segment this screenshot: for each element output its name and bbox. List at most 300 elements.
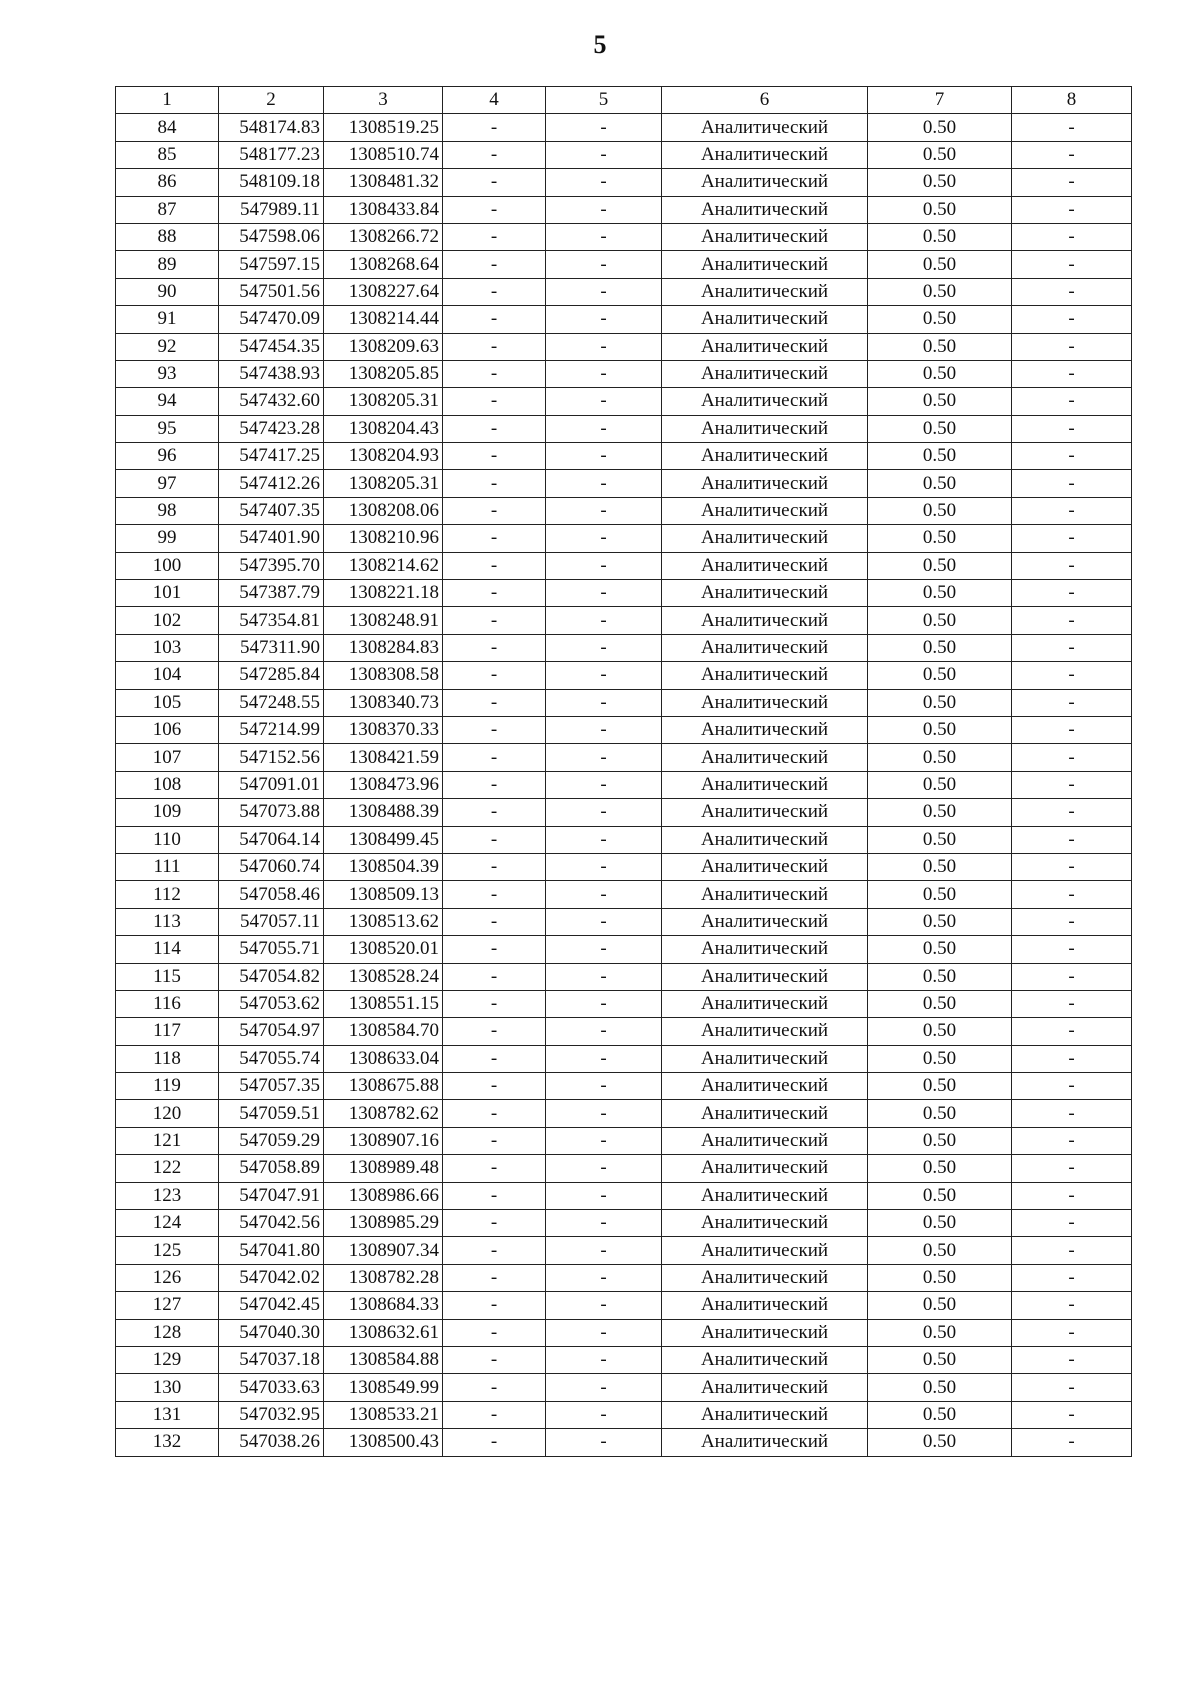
column-5-cell: - bbox=[546, 1210, 662, 1237]
column-8-cell: - bbox=[1012, 908, 1132, 935]
table-row bbox=[116, 744, 1132, 771]
table-row bbox=[116, 1155, 1132, 1182]
accuracy-cell: 0.50 bbox=[868, 936, 1012, 963]
column-5-cell: - bbox=[546, 853, 662, 880]
column-8-cell: - bbox=[1012, 388, 1132, 415]
column-8-cell: - bbox=[1012, 278, 1132, 305]
column-4-cell: - bbox=[443, 963, 546, 990]
column-4-cell: - bbox=[443, 525, 546, 552]
method-cell: Аналитический bbox=[662, 689, 868, 716]
column-4-cell: - bbox=[443, 1018, 546, 1045]
x-coordinate-cell: 547038.26 bbox=[219, 1429, 324, 1456]
table-row bbox=[116, 251, 1132, 278]
column-5-cell: - bbox=[546, 607, 662, 634]
method-cell: Аналитический bbox=[662, 1182, 868, 1209]
x-coordinate-cell: 547037.18 bbox=[219, 1346, 324, 1373]
table-row bbox=[116, 1045, 1132, 1072]
column-5-cell: - bbox=[546, 662, 662, 689]
column-8-cell: - bbox=[1012, 497, 1132, 524]
column-4-cell: - bbox=[443, 278, 546, 305]
column-4-cell: - bbox=[443, 1292, 546, 1319]
method-cell: Аналитический bbox=[662, 1127, 868, 1154]
column-header-4: 4 bbox=[443, 87, 546, 114]
accuracy-cell: 0.50 bbox=[868, 415, 1012, 442]
column-8-cell: - bbox=[1012, 306, 1132, 333]
y-coordinate-cell: 1308782.28 bbox=[324, 1264, 443, 1291]
method-cell: Аналитический bbox=[662, 881, 868, 908]
y-coordinate-cell: 1308214.62 bbox=[324, 552, 443, 579]
column-8-cell: - bbox=[1012, 799, 1132, 826]
point-number-cell: 127 bbox=[116, 1292, 219, 1319]
y-coordinate-cell: 1308214.44 bbox=[324, 306, 443, 333]
x-coordinate-cell: 547032.95 bbox=[219, 1401, 324, 1428]
column-5-cell: - bbox=[546, 141, 662, 168]
column-4-cell: - bbox=[443, 196, 546, 223]
column-4-cell: - bbox=[443, 716, 546, 743]
column-4-cell: - bbox=[443, 443, 546, 470]
column-4-cell: - bbox=[443, 1182, 546, 1209]
x-coordinate-cell: 547501.56 bbox=[219, 278, 324, 305]
column-8-cell: - bbox=[1012, 1237, 1132, 1264]
table-row bbox=[116, 716, 1132, 743]
column-8-cell: - bbox=[1012, 1018, 1132, 1045]
column-4-cell: - bbox=[443, 1237, 546, 1264]
column-8-cell: - bbox=[1012, 251, 1132, 278]
column-8-cell: - bbox=[1012, 196, 1132, 223]
column-4-cell: - bbox=[443, 634, 546, 661]
column-8-cell: - bbox=[1012, 1210, 1132, 1237]
table-row bbox=[116, 1182, 1132, 1209]
column-5-cell: - bbox=[546, 1045, 662, 1072]
column-8-cell: - bbox=[1012, 169, 1132, 196]
method-cell: Аналитический bbox=[662, 936, 868, 963]
column-5-cell: - bbox=[546, 990, 662, 1017]
point-number-cell: 132 bbox=[116, 1429, 219, 1456]
column-5-cell: - bbox=[546, 1100, 662, 1127]
column-4-cell: - bbox=[443, 251, 546, 278]
column-5-cell: - bbox=[546, 169, 662, 196]
method-cell: Аналитический bbox=[662, 388, 868, 415]
table-row bbox=[116, 936, 1132, 963]
point-number-cell: 130 bbox=[116, 1374, 219, 1401]
point-number-cell: 106 bbox=[116, 716, 219, 743]
table-row bbox=[116, 1264, 1132, 1291]
coordinates-table bbox=[115, 86, 1132, 1457]
y-coordinate-cell: 1308549.99 bbox=[324, 1374, 443, 1401]
column-5-cell: - bbox=[546, 552, 662, 579]
y-coordinate-cell: 1308284.83 bbox=[324, 634, 443, 661]
column-8-cell: - bbox=[1012, 662, 1132, 689]
column-5-cell: - bbox=[546, 580, 662, 607]
column-4-cell: - bbox=[443, 799, 546, 826]
point-number-cell: 122 bbox=[116, 1155, 219, 1182]
column-5-cell: - bbox=[546, 360, 662, 387]
method-cell: Аналитический bbox=[662, 1210, 868, 1237]
accuracy-cell: 0.50 bbox=[868, 990, 1012, 1017]
accuracy-cell: 0.50 bbox=[868, 1429, 1012, 1456]
point-number-cell: 97 bbox=[116, 470, 219, 497]
accuracy-cell: 0.50 bbox=[868, 169, 1012, 196]
accuracy-cell: 0.50 bbox=[868, 853, 1012, 880]
column-4-cell: - bbox=[443, 771, 546, 798]
column-4-cell: - bbox=[443, 306, 546, 333]
column-4-cell: - bbox=[443, 388, 546, 415]
column-4-cell: - bbox=[443, 1100, 546, 1127]
method-cell: Аналитический bbox=[662, 415, 868, 442]
method-cell: Аналитический bbox=[662, 443, 868, 470]
x-coordinate-cell: 547058.46 bbox=[219, 881, 324, 908]
x-coordinate-cell: 547454.35 bbox=[219, 333, 324, 360]
x-coordinate-cell: 547470.09 bbox=[219, 306, 324, 333]
y-coordinate-cell: 1308204.93 bbox=[324, 443, 443, 470]
column-5-cell: - bbox=[546, 1264, 662, 1291]
accuracy-cell: 0.50 bbox=[868, 662, 1012, 689]
y-coordinate-cell: 1308221.18 bbox=[324, 580, 443, 607]
x-coordinate-cell: 547064.14 bbox=[219, 826, 324, 853]
point-number-cell: 123 bbox=[116, 1182, 219, 1209]
method-cell: Аналитический bbox=[662, 1237, 868, 1264]
y-coordinate-cell: 1308248.91 bbox=[324, 607, 443, 634]
point-number-cell: 124 bbox=[116, 1210, 219, 1237]
point-number-cell: 113 bbox=[116, 908, 219, 935]
y-coordinate-cell: 1308509.13 bbox=[324, 881, 443, 908]
column-5-cell: - bbox=[546, 1319, 662, 1346]
y-coordinate-cell: 1308473.96 bbox=[324, 771, 443, 798]
accuracy-cell: 0.50 bbox=[868, 306, 1012, 333]
method-cell: Аналитический bbox=[662, 1374, 868, 1401]
x-coordinate-cell: 547042.45 bbox=[219, 1292, 324, 1319]
column-4-cell: - bbox=[443, 141, 546, 168]
accuracy-cell: 0.50 bbox=[868, 1182, 1012, 1209]
column-8-cell: - bbox=[1012, 963, 1132, 990]
column-5-cell: - bbox=[546, 497, 662, 524]
point-number-cell: 94 bbox=[116, 388, 219, 415]
table-row bbox=[116, 497, 1132, 524]
method-cell: Аналитический bbox=[662, 470, 868, 497]
column-5-cell: - bbox=[546, 634, 662, 661]
column-4-cell: - bbox=[443, 552, 546, 579]
x-coordinate-cell: 547407.35 bbox=[219, 497, 324, 524]
column-8-cell: - bbox=[1012, 415, 1132, 442]
column-5-cell: - bbox=[546, 771, 662, 798]
point-number-cell: 120 bbox=[116, 1100, 219, 1127]
column-header-6: 6 bbox=[662, 87, 868, 114]
column-5-cell: - bbox=[546, 114, 662, 141]
column-8-cell: - bbox=[1012, 141, 1132, 168]
x-coordinate-cell: 547053.62 bbox=[219, 990, 324, 1017]
x-coordinate-cell: 547041.80 bbox=[219, 1237, 324, 1264]
column-8-cell: - bbox=[1012, 1401, 1132, 1428]
table-row bbox=[116, 771, 1132, 798]
accuracy-cell: 0.50 bbox=[868, 634, 1012, 661]
x-coordinate-cell: 547042.56 bbox=[219, 1210, 324, 1237]
method-cell: Аналитический bbox=[662, 333, 868, 360]
column-8-cell: - bbox=[1012, 881, 1132, 908]
page-number: 5 bbox=[593, 30, 607, 59]
column-8-cell: - bbox=[1012, 936, 1132, 963]
table-row bbox=[116, 580, 1132, 607]
method-cell: Аналитический bbox=[662, 552, 868, 579]
x-coordinate-cell: 547423.28 bbox=[219, 415, 324, 442]
column-header-2: 2 bbox=[219, 87, 324, 114]
table-row bbox=[116, 114, 1132, 141]
column-5-cell: - bbox=[546, 443, 662, 470]
method-cell: Аналитический bbox=[662, 1264, 868, 1291]
accuracy-cell: 0.50 bbox=[868, 1073, 1012, 1100]
point-number-cell: 118 bbox=[116, 1045, 219, 1072]
x-coordinate-cell: 547248.55 bbox=[219, 689, 324, 716]
y-coordinate-cell: 1308204.43 bbox=[324, 415, 443, 442]
x-coordinate-cell: 548109.18 bbox=[219, 169, 324, 196]
column-4-cell: - bbox=[443, 1045, 546, 1072]
x-coordinate-cell: 548174.83 bbox=[219, 114, 324, 141]
x-coordinate-cell: 547989.11 bbox=[219, 196, 324, 223]
table-row bbox=[116, 306, 1132, 333]
y-coordinate-cell: 1308205.31 bbox=[324, 388, 443, 415]
y-coordinate-cell: 1308584.70 bbox=[324, 1018, 443, 1045]
y-coordinate-cell: 1308782.62 bbox=[324, 1100, 443, 1127]
column-4-cell: - bbox=[443, 936, 546, 963]
column-8-cell: - bbox=[1012, 607, 1132, 634]
column-5-cell: - bbox=[546, 1182, 662, 1209]
accuracy-cell: 0.50 bbox=[868, 525, 1012, 552]
x-coordinate-cell: 547057.35 bbox=[219, 1073, 324, 1100]
method-cell: Аналитический bbox=[662, 662, 868, 689]
column-4-cell: - bbox=[443, 470, 546, 497]
column-5-cell: - bbox=[546, 1346, 662, 1373]
x-coordinate-cell: 547214.99 bbox=[219, 716, 324, 743]
column-8-cell: - bbox=[1012, 826, 1132, 853]
column-5-cell: - bbox=[546, 689, 662, 716]
accuracy-cell: 0.50 bbox=[868, 470, 1012, 497]
column-8-cell: - bbox=[1012, 744, 1132, 771]
point-number-cell: 102 bbox=[116, 607, 219, 634]
method-cell: Аналитический bbox=[662, 963, 868, 990]
point-number-cell: 84 bbox=[116, 114, 219, 141]
column-4-cell: - bbox=[443, 1401, 546, 1428]
column-5-cell: - bbox=[546, 881, 662, 908]
column-4-cell: - bbox=[443, 360, 546, 387]
y-coordinate-cell: 1308528.24 bbox=[324, 963, 443, 990]
table-row bbox=[116, 552, 1132, 579]
point-number-cell: 98 bbox=[116, 497, 219, 524]
table-row bbox=[116, 1292, 1132, 1319]
column-5-cell: - bbox=[546, 1073, 662, 1100]
method-cell: Аналитический bbox=[662, 853, 868, 880]
x-coordinate-cell: 547057.11 bbox=[219, 908, 324, 935]
column-4-cell: - bbox=[443, 223, 546, 250]
table-row bbox=[116, 1073, 1132, 1100]
table-row bbox=[116, 908, 1132, 935]
accuracy-cell: 0.50 bbox=[868, 1210, 1012, 1237]
point-number-cell: 107 bbox=[116, 744, 219, 771]
method-cell: Аналитический bbox=[662, 1292, 868, 1319]
column-header-5: 5 bbox=[546, 87, 662, 114]
column-4-cell: - bbox=[443, 580, 546, 607]
column-8-cell: - bbox=[1012, 443, 1132, 470]
y-coordinate-cell: 1308519.25 bbox=[324, 114, 443, 141]
method-cell: Аналитический bbox=[662, 306, 868, 333]
column-5-cell: - bbox=[546, 223, 662, 250]
table-row bbox=[116, 1018, 1132, 1045]
y-coordinate-cell: 1308632.61 bbox=[324, 1319, 443, 1346]
column-5-cell: - bbox=[546, 415, 662, 442]
point-number-cell: 86 bbox=[116, 169, 219, 196]
column-4-cell: - bbox=[443, 662, 546, 689]
accuracy-cell: 0.50 bbox=[868, 196, 1012, 223]
table-row bbox=[116, 223, 1132, 250]
column-4-cell: - bbox=[443, 1210, 546, 1237]
point-number-cell: 103 bbox=[116, 634, 219, 661]
y-coordinate-cell: 1308370.33 bbox=[324, 716, 443, 743]
column-8-cell: - bbox=[1012, 114, 1132, 141]
y-coordinate-cell: 1308266.72 bbox=[324, 223, 443, 250]
y-coordinate-cell: 1308209.63 bbox=[324, 333, 443, 360]
column-4-cell: - bbox=[443, 1127, 546, 1154]
y-coordinate-cell: 1308481.32 bbox=[324, 169, 443, 196]
column-5-cell: - bbox=[546, 963, 662, 990]
table-row bbox=[116, 1100, 1132, 1127]
y-coordinate-cell: 1308989.48 bbox=[324, 1155, 443, 1182]
column-4-cell: - bbox=[443, 826, 546, 853]
column-4-cell: - bbox=[443, 169, 546, 196]
column-5-cell: - bbox=[546, 1018, 662, 1045]
y-coordinate-cell: 1308551.15 bbox=[324, 990, 443, 1017]
y-coordinate-cell: 1308308.58 bbox=[324, 662, 443, 689]
point-number-cell: 85 bbox=[116, 141, 219, 168]
method-cell: Аналитический bbox=[662, 360, 868, 387]
y-coordinate-cell: 1308205.85 bbox=[324, 360, 443, 387]
column-5-cell: - bbox=[546, 799, 662, 826]
column-8-cell: - bbox=[1012, 634, 1132, 661]
column-8-cell: - bbox=[1012, 1346, 1132, 1373]
x-coordinate-cell: 547042.02 bbox=[219, 1264, 324, 1291]
x-coordinate-cell: 547040.30 bbox=[219, 1319, 324, 1346]
table-body bbox=[116, 114, 1132, 1456]
x-coordinate-cell: 548177.23 bbox=[219, 141, 324, 168]
x-coordinate-cell: 547055.71 bbox=[219, 936, 324, 963]
accuracy-cell: 0.50 bbox=[868, 826, 1012, 853]
accuracy-cell: 0.50 bbox=[868, 799, 1012, 826]
table-row bbox=[116, 853, 1132, 880]
column-4-cell: - bbox=[443, 1264, 546, 1291]
y-coordinate-cell: 1308985.29 bbox=[324, 1210, 443, 1237]
method-cell: Аналитический bbox=[662, 1429, 868, 1456]
method-cell: Аналитический bbox=[662, 223, 868, 250]
point-number-cell: 129 bbox=[116, 1346, 219, 1373]
y-coordinate-cell: 1308433.84 bbox=[324, 196, 443, 223]
method-cell: Аналитический bbox=[662, 1073, 868, 1100]
table-row bbox=[116, 662, 1132, 689]
method-cell: Аналитический bbox=[662, 580, 868, 607]
point-number-cell: 88 bbox=[116, 223, 219, 250]
column-5-cell: - bbox=[546, 251, 662, 278]
method-cell: Аналитический bbox=[662, 771, 868, 798]
y-coordinate-cell: 1308513.62 bbox=[324, 908, 443, 935]
column-8-cell: - bbox=[1012, 1127, 1132, 1154]
table-row bbox=[116, 415, 1132, 442]
table-row bbox=[116, 963, 1132, 990]
point-number-cell: 126 bbox=[116, 1264, 219, 1291]
table-row bbox=[116, 607, 1132, 634]
method-cell: Аналитический bbox=[662, 1346, 868, 1373]
point-number-cell: 93 bbox=[116, 360, 219, 387]
column-8-cell: - bbox=[1012, 1073, 1132, 1100]
table-row bbox=[116, 388, 1132, 415]
accuracy-cell: 0.50 bbox=[868, 1374, 1012, 1401]
table-row bbox=[116, 1346, 1132, 1373]
method-cell: Аналитический bbox=[662, 607, 868, 634]
method-cell: Аналитический bbox=[662, 497, 868, 524]
x-coordinate-cell: 547395.70 bbox=[219, 552, 324, 579]
accuracy-cell: 0.50 bbox=[868, 607, 1012, 634]
point-number-cell: 95 bbox=[116, 415, 219, 442]
accuracy-cell: 0.50 bbox=[868, 388, 1012, 415]
accuracy-cell: 0.50 bbox=[868, 963, 1012, 990]
column-5-cell: - bbox=[546, 908, 662, 935]
column-8-cell: - bbox=[1012, 470, 1132, 497]
point-number-cell: 121 bbox=[116, 1127, 219, 1154]
y-coordinate-cell: 1308205.31 bbox=[324, 470, 443, 497]
y-coordinate-cell: 1308907.34 bbox=[324, 1237, 443, 1264]
accuracy-cell: 0.50 bbox=[868, 1155, 1012, 1182]
accuracy-cell: 0.50 bbox=[868, 716, 1012, 743]
column-4-cell: - bbox=[443, 744, 546, 771]
column-8-cell: - bbox=[1012, 689, 1132, 716]
table-row bbox=[116, 278, 1132, 305]
point-number-cell: 100 bbox=[116, 552, 219, 579]
x-coordinate-cell: 547438.93 bbox=[219, 360, 324, 387]
column-4-cell: - bbox=[443, 1346, 546, 1373]
accuracy-cell: 0.50 bbox=[868, 1264, 1012, 1291]
column-5-cell: - bbox=[546, 306, 662, 333]
column-5-cell: - bbox=[546, 1237, 662, 1264]
x-coordinate-cell: 547598.06 bbox=[219, 223, 324, 250]
y-coordinate-cell: 1308684.33 bbox=[324, 1292, 443, 1319]
table-row bbox=[116, 1127, 1132, 1154]
x-coordinate-cell: 547597.15 bbox=[219, 251, 324, 278]
column-8-cell: - bbox=[1012, 552, 1132, 579]
column-8-cell: - bbox=[1012, 1292, 1132, 1319]
table-row bbox=[116, 826, 1132, 853]
point-number-cell: 115 bbox=[116, 963, 219, 990]
point-number-cell: 116 bbox=[116, 990, 219, 1017]
column-5-cell: - bbox=[546, 1374, 662, 1401]
method-cell: Аналитический bbox=[662, 278, 868, 305]
method-cell: Аналитический bbox=[662, 1018, 868, 1045]
table-row bbox=[116, 799, 1132, 826]
column-5-cell: - bbox=[546, 525, 662, 552]
table-row bbox=[116, 1374, 1132, 1401]
method-cell: Аналитический bbox=[662, 1401, 868, 1428]
point-number-cell: 105 bbox=[116, 689, 219, 716]
accuracy-cell: 0.50 bbox=[868, 689, 1012, 716]
y-coordinate-cell: 1308500.43 bbox=[324, 1429, 443, 1456]
column-header-3: 3 bbox=[324, 87, 443, 114]
accuracy-cell: 0.50 bbox=[868, 881, 1012, 908]
table-row bbox=[116, 196, 1132, 223]
accuracy-cell: 0.50 bbox=[868, 497, 1012, 524]
point-number-cell: 87 bbox=[116, 196, 219, 223]
column-5-cell: - bbox=[546, 826, 662, 853]
point-number-cell: 131 bbox=[116, 1401, 219, 1428]
x-coordinate-cell: 547417.25 bbox=[219, 443, 324, 470]
table-row bbox=[116, 333, 1132, 360]
column-4-cell: - bbox=[443, 1073, 546, 1100]
column-8-cell: - bbox=[1012, 1045, 1132, 1072]
column-5-cell: - bbox=[546, 1292, 662, 1319]
y-coordinate-cell: 1308986.66 bbox=[324, 1182, 443, 1209]
